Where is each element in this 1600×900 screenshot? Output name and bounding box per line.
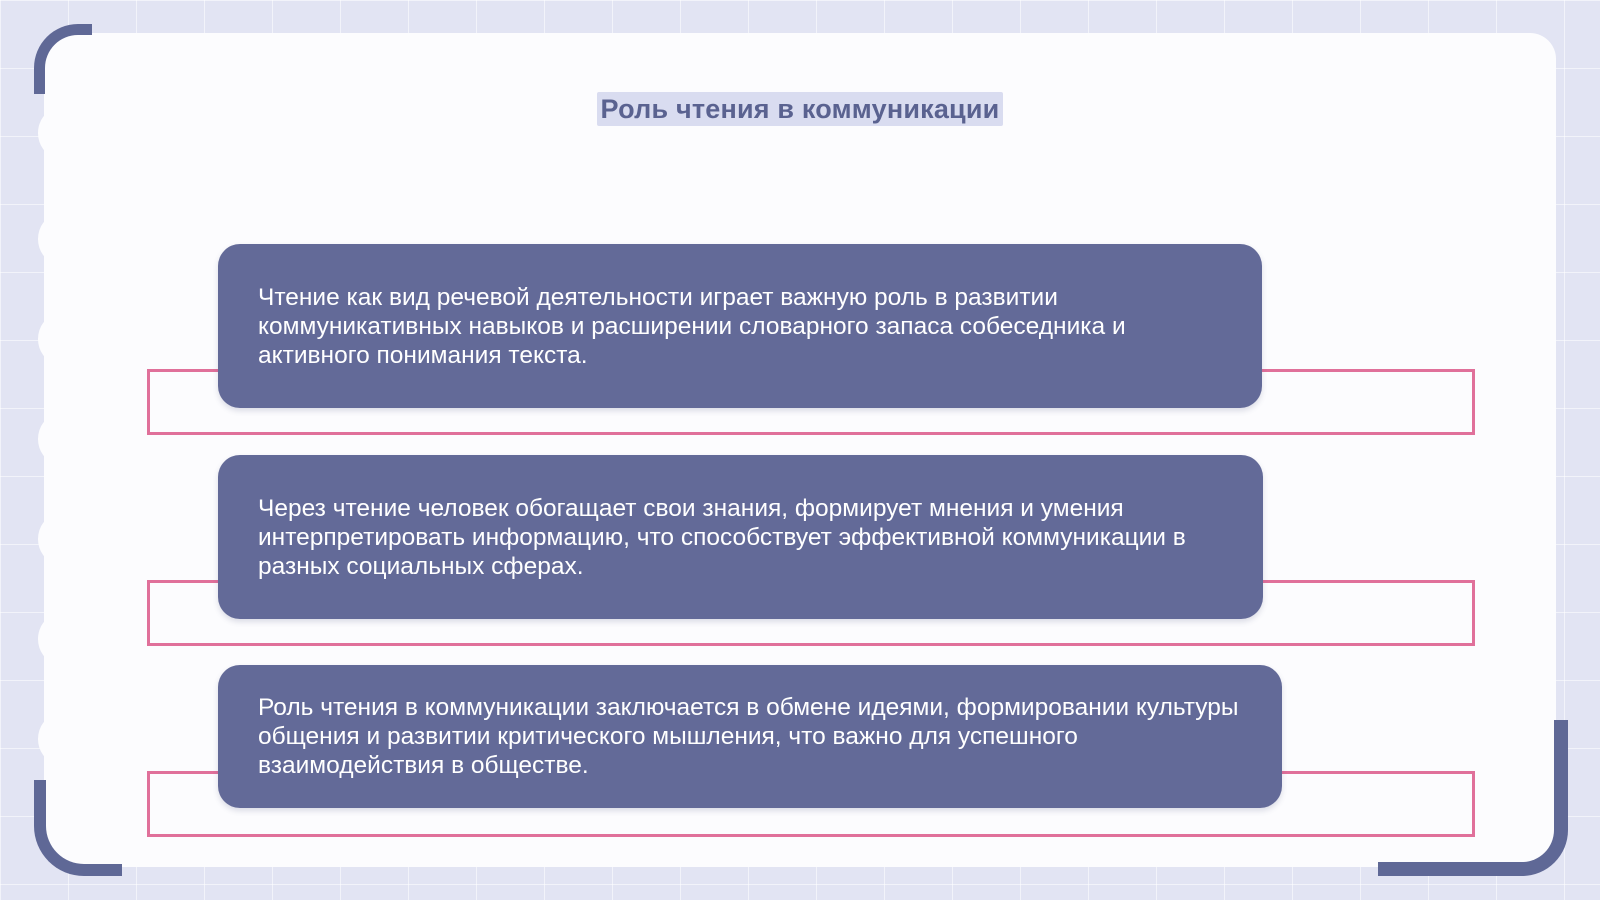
- slide-title: [0, 94, 1600, 125]
- text-block-1: [218, 244, 1262, 408]
- notebook-scallop: [38, 416, 74, 462]
- text-block-2: [218, 455, 1263, 619]
- corner-bracket-bottom-left: [34, 780, 122, 876]
- notebook-scallop: [38, 216, 74, 262]
- corner-bracket-top-left: [34, 24, 92, 94]
- notebook-scallop: [38, 516, 74, 562]
- text-block-3-content: Роль чтения в коммуникации заключается в обмене идеями, формировании культуры общения и развитии критического мышления, что важно для успешного взаимодействия в обществе.: [258, 694, 1239, 779]
- text-block-2-content: Через чтение человек обогащает свои знания, формирует мнения и умения интерпретировать информацию, что способствует эффективной коммуникации в разных социальных сферах.: [258, 494, 1186, 580]
- text-block-3: [218, 665, 1282, 808]
- notebook-scallop: [38, 316, 74, 362]
- notebook-scallop: [38, 716, 74, 762]
- slide-title-text: Роль чтения в коммуникации: [597, 92, 1004, 126]
- text-block-1-content: Чтение как вид речевой деятельности играет важную роль в развитии коммуникативных навыков и расширении словарного запаса собеседника и активного понимания текста.: [258, 283, 1126, 369]
- notebook-scallop: [38, 616, 74, 662]
